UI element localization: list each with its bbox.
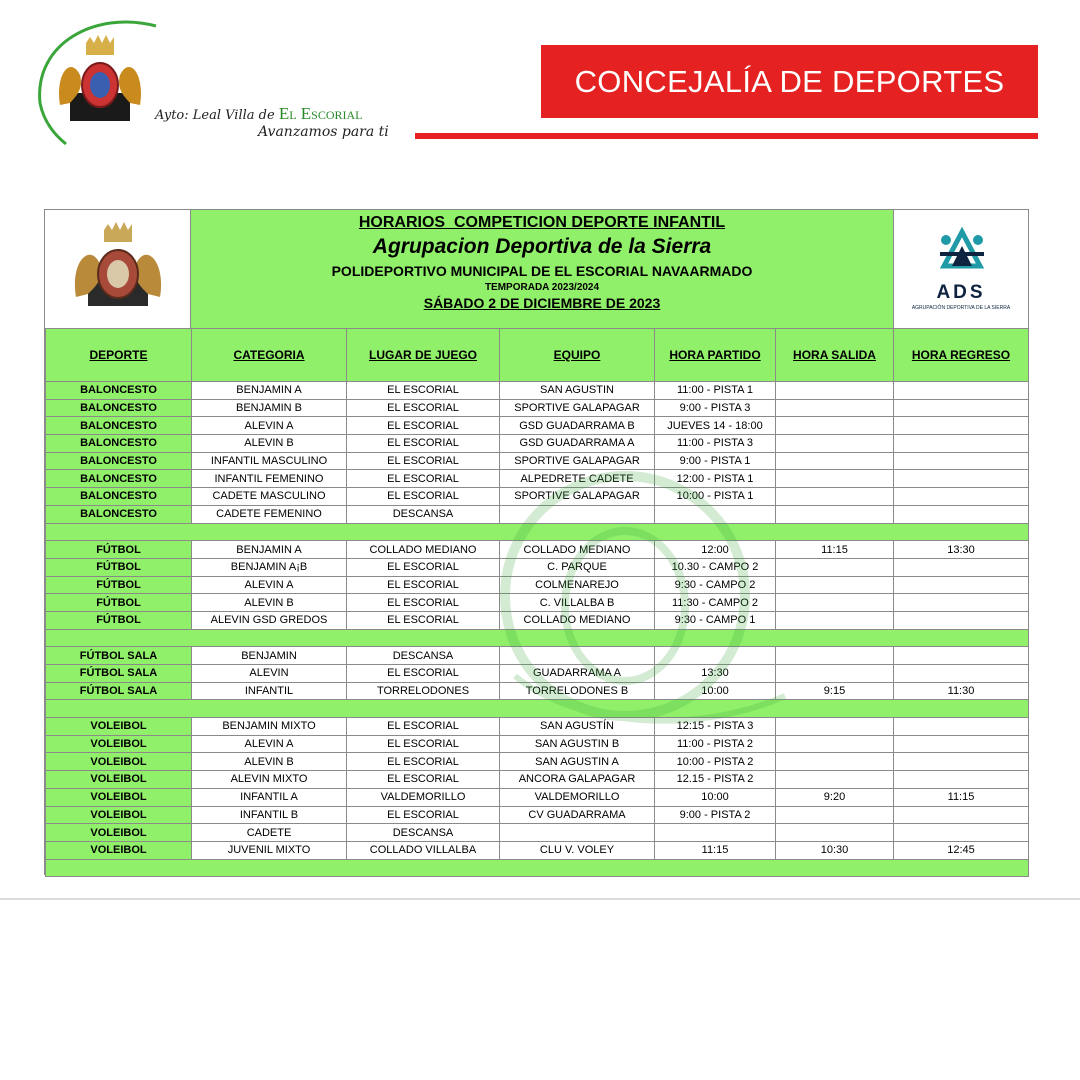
lugar-cell: EL ESCORIAL — [347, 558, 500, 576]
hora-salida-cell — [776, 718, 894, 736]
hora-partido-cell: 11:30 - CAMPO 2 — [655, 594, 776, 612]
column-header-categoria: CATEGORIA — [192, 329, 347, 382]
group-separator — [46, 523, 1029, 541]
deporte-cell: VOLEIBOL — [46, 788, 192, 806]
hora-regreso-cell — [894, 417, 1029, 435]
table-row — [46, 435, 1029, 453]
categoria-cell: ALEVIN A — [192, 735, 347, 753]
hora-partido-cell: 13:30 — [655, 665, 776, 683]
deporte-cell: VOLEIBOL — [46, 753, 192, 771]
table-row — [46, 541, 1029, 559]
lugar-cell: EL ESCORIAL — [347, 435, 500, 453]
hora-salida-cell — [776, 382, 894, 400]
categoria-cell: ALEVIN A — [192, 417, 347, 435]
table-row — [46, 382, 1029, 400]
lugar-cell: EL ESCORIAL — [347, 470, 500, 488]
categoria-cell: ALEVIN MIXTO — [192, 771, 347, 789]
table-row — [46, 753, 1029, 771]
department-banner: CONCEJALÍA DE DEPORTES — [541, 45, 1038, 118]
hora-regreso-cell — [894, 470, 1029, 488]
table-row — [46, 470, 1029, 488]
tagline: Avanzamos para ti — [258, 124, 389, 140]
deporte-cell: VOLEIBOL — [46, 824, 192, 842]
hora-partido-cell: 11:00 - PISTA 1 — [655, 382, 776, 400]
hora-partido-cell: 11:00 - PISTA 2 — [655, 735, 776, 753]
hora-salida-cell: 9:20 — [776, 788, 894, 806]
deporte-cell: FÚTBOL SALA — [46, 647, 192, 665]
hora-salida-cell — [776, 611, 894, 629]
deporte-cell: VOLEIBOL — [46, 735, 192, 753]
deporte-cell: FÚTBOL SALA — [46, 665, 192, 683]
hora-partido-cell: 9:00 - PISTA 3 — [655, 399, 776, 417]
deporte-cell: VOLEIBOL — [46, 841, 192, 859]
equipo-cell: GSD GUADARRAMA A — [500, 435, 655, 453]
hora-partido-cell — [655, 647, 776, 665]
hora-partido-cell: 12:00 - PISTA 1 — [655, 470, 776, 488]
lugar-cell: EL ESCORIAL — [347, 735, 500, 753]
hora-salida-cell — [776, 505, 894, 523]
ads-logo-text: ADS — [936, 282, 986, 303]
categoria-cell: ALEVIN B — [192, 594, 347, 612]
hora-salida-cell — [776, 399, 894, 417]
table-row — [46, 841, 1029, 859]
table-row — [46, 399, 1029, 417]
categoria-cell: INFANTIL FEMENINO — [192, 470, 347, 488]
categoria-cell: ALEVIN B — [192, 435, 347, 453]
categoria-cell: CADETE FEMENINO — [192, 505, 347, 523]
deporte-cell: BALONCESTO — [46, 382, 192, 400]
deporte-cell: BALONCESTO — [46, 505, 192, 523]
categoria-cell: BENJAMIN A — [192, 541, 347, 559]
equipo-cell — [500, 647, 655, 665]
hora-partido-cell — [655, 824, 776, 842]
hora-salida-cell — [776, 470, 894, 488]
hora-regreso-cell — [894, 505, 1029, 523]
hora-regreso-cell — [894, 665, 1029, 683]
deporte-cell: FÚTBOL — [46, 541, 192, 559]
equipo-cell: C. PARQUE — [500, 558, 655, 576]
hora-partido-cell: 10.30 - CAMPO 2 — [655, 558, 776, 576]
equipo-cell: SPORTIVE GALAPAGAR — [500, 452, 655, 470]
lugar-cell: EL ESCORIAL — [347, 399, 500, 417]
hora-regreso-cell — [894, 718, 1029, 736]
hora-regreso-cell — [894, 735, 1029, 753]
hora-regreso-cell — [894, 647, 1029, 665]
table-header-row — [46, 329, 1029, 382]
schedule-body — [46, 382, 1029, 877]
categoria-cell: INFANTIL — [192, 682, 347, 700]
lugar-cell: EL ESCORIAL — [347, 611, 500, 629]
categoria-cell: BENJAMIN A¡B — [192, 558, 347, 576]
hora-salida-cell: 10:30 — [776, 841, 894, 859]
deporte-cell: BALONCESTO — [46, 435, 192, 453]
deporte-cell: BALONCESTO — [46, 399, 192, 417]
hora-salida-cell — [776, 771, 894, 789]
equipo-cell: SAN AGUSTÍN — [500, 718, 655, 736]
column-header-equipo: EQUIPO — [500, 329, 655, 382]
hora-regreso-cell — [894, 558, 1029, 576]
sheet-crest — [45, 210, 191, 328]
hora-regreso-cell — [894, 806, 1029, 824]
column-header-lugar: LUGAR DE JUEGO — [347, 329, 500, 382]
group-separator — [46, 700, 1029, 718]
deporte-cell: BALONCESTO — [46, 452, 192, 470]
hora-salida-cell: 9:15 — [776, 682, 894, 700]
equipo-cell: COLLADO MEDIANO — [500, 541, 655, 559]
deporte-cell: FÚTBOL SALA — [46, 682, 192, 700]
hora-regreso-cell: 11:15 — [894, 788, 1029, 806]
table-row — [46, 488, 1029, 506]
categoria-cell: CADETE — [192, 824, 347, 842]
hora-partido-cell: JUEVES 14 - 18:00 — [655, 417, 776, 435]
table-row — [46, 824, 1029, 842]
table-row — [46, 594, 1029, 612]
lugar-cell: EL ESCORIAL — [347, 753, 500, 771]
hora-partido-cell — [655, 505, 776, 523]
equipo-cell: COLMENAREJO — [500, 576, 655, 594]
lugar-cell: COLLADO VILLALBA — [347, 841, 500, 859]
lugar-cell: COLLADO MEDIANO — [347, 541, 500, 559]
group-separator-row — [46, 629, 1029, 647]
table-row — [46, 576, 1029, 594]
hora-regreso-cell: 12:45 — [894, 841, 1029, 859]
equipo-cell: SPORTIVE GALAPAGAR — [500, 399, 655, 417]
lugar-cell: EL ESCORIAL — [347, 488, 500, 506]
hora-regreso-cell — [894, 576, 1029, 594]
column-header-hora-regreso: HORA REGRESO — [894, 329, 1029, 382]
table-row — [46, 647, 1029, 665]
deporte-cell: BALONCESTO — [46, 470, 192, 488]
categoria-cell: ALEVIN A — [192, 576, 347, 594]
table-row — [46, 558, 1029, 576]
hora-regreso-cell — [894, 824, 1029, 842]
sheet-title-block — [191, 210, 893, 328]
hora-partido-cell: 11:15 — [655, 841, 776, 859]
hora-salida-cell — [776, 806, 894, 824]
deporte-cell: FÚTBOL — [46, 576, 192, 594]
hora-salida-cell — [776, 488, 894, 506]
table-row — [46, 611, 1029, 629]
lugar-cell: DESCANSA — [347, 824, 500, 842]
equipo-cell: GUADARRAMA A — [500, 665, 655, 683]
ads-logo-subtext: AGRUPACIÓN DEPORTIVA DE LA SIERRA — [911, 305, 1011, 311]
hora-regreso-cell — [894, 611, 1029, 629]
hora-salida-cell — [776, 576, 894, 594]
group-separator — [46, 629, 1029, 647]
table-row — [46, 718, 1029, 736]
ayto-label — [155, 104, 363, 124]
hora-regreso-cell: 13:30 — [894, 541, 1029, 559]
lugar-cell: EL ESCORIAL — [347, 806, 500, 824]
match-date: SÁBADO 2 DE DICIEMBRE DE 2023 — [423, 295, 661, 311]
lugar-cell: EL ESCORIAL — [347, 718, 500, 736]
table-row — [46, 788, 1029, 806]
hora-regreso-cell — [894, 488, 1029, 506]
deporte-cell: BALONCESTO — [46, 417, 192, 435]
header-divider — [415, 133, 1038, 139]
hora-regreso-cell — [894, 753, 1029, 771]
lugar-cell: EL ESCORIAL — [347, 382, 500, 400]
deporte-cell: VOLEIBOL — [46, 806, 192, 824]
equipo-cell — [500, 824, 655, 842]
hora-salida-cell — [776, 417, 894, 435]
equipo-cell: ANCORA GALAPAGAR — [500, 771, 655, 789]
table-row — [46, 806, 1029, 824]
hora-partido-cell: 10:00 - PISTA 1 — [655, 488, 776, 506]
equipo-cell: CV GUADARRAMA — [500, 806, 655, 824]
hora-salida-cell — [776, 665, 894, 683]
categoria-cell: ALEVIN — [192, 665, 347, 683]
hora-partido-cell: 9:00 - PISTA 1 — [655, 452, 776, 470]
lugar-cell: TORRELODONES — [347, 682, 500, 700]
hora-partido-cell: 10:00 — [655, 682, 776, 700]
deporte-cell: BALONCESTO — [46, 488, 192, 506]
equipo-cell — [500, 505, 655, 523]
categoria-cell: BENJAMIN — [192, 647, 347, 665]
equipo-cell: TORRELODONES B — [500, 682, 655, 700]
group-separator — [46, 859, 1029, 877]
categoria-cell: ALEVIN GSD GREDOS — [192, 611, 347, 629]
hora-partido-cell: 12:15 - PISTA 3 — [655, 718, 776, 736]
footer-divider — [0, 898, 1080, 900]
lugar-cell: VALDEMORILLO — [347, 788, 500, 806]
equipo-cell: VALDEMORILLO — [500, 788, 655, 806]
column-header-hora-partido: HORA PARTIDO — [655, 329, 776, 382]
equipo-cell: SPORTIVE GALAPAGAR — [500, 488, 655, 506]
crest-icon — [45, 210, 191, 328]
table-row — [46, 735, 1029, 753]
categoria-cell: BENJAMIN B — [192, 399, 347, 417]
categoria-cell: CADETE MASCULINO — [192, 488, 347, 506]
hora-salida-cell — [776, 594, 894, 612]
table-row — [46, 505, 1029, 523]
equipo-cell: COLLADO MEDIANO — [500, 611, 655, 629]
hora-salida-cell — [776, 435, 894, 453]
lugar-cell: EL ESCORIAL — [347, 452, 500, 470]
categoria-cell: INFANTIL A — [192, 788, 347, 806]
table-row — [46, 452, 1029, 470]
lugar-cell: EL ESCORIAL — [347, 417, 500, 435]
schedule-sheet — [44, 209, 1029, 875]
hora-regreso-cell — [894, 382, 1029, 400]
hora-regreso-cell: 11:30 — [894, 682, 1029, 700]
ayto-town: El Escorial — [278, 104, 363, 123]
hora-regreso-cell — [894, 594, 1029, 612]
deporte-cell: FÚTBOL — [46, 594, 192, 612]
categoria-cell: JUVENIL MIXTO — [192, 841, 347, 859]
hora-partido-cell: 9:30 - CAMPO 1 — [655, 611, 776, 629]
hora-regreso-cell — [894, 399, 1029, 417]
hora-salida-cell — [776, 647, 894, 665]
categoria-cell: ALEVIN B — [192, 753, 347, 771]
hora-partido-cell: 10:00 — [655, 788, 776, 806]
deporte-cell: VOLEIBOL — [46, 718, 192, 736]
lugar-cell: EL ESCORIAL — [347, 594, 500, 612]
hora-regreso-cell — [894, 452, 1029, 470]
lugar-cell: EL ESCORIAL — [347, 771, 500, 789]
lugar-cell: EL ESCORIAL — [347, 665, 500, 683]
hora-partido-cell: 11:00 - PISTA 3 — [655, 435, 776, 453]
group-separator-row — [46, 859, 1029, 877]
hora-partido-cell: 10:00 - PISTA 2 — [655, 753, 776, 771]
group-separator-row — [46, 523, 1029, 541]
categoria-cell: BENJAMIN A — [192, 382, 347, 400]
table-row — [46, 665, 1029, 683]
lugar-cell: EL ESCORIAL — [347, 576, 500, 594]
hora-partido-cell: 9:00 - PISTA 2 — [655, 806, 776, 824]
equipo-cell: GSD GUADARRAMA B — [500, 417, 655, 435]
equipo-cell: SAN AGUSTIN A — [500, 753, 655, 771]
deporte-cell: FÚTBOL — [46, 558, 192, 576]
categoria-cell: INFANTIL MASCULINO — [192, 452, 347, 470]
hora-regreso-cell — [894, 435, 1029, 453]
table-row — [46, 682, 1029, 700]
lugar-cell: DESCANSA — [347, 647, 500, 665]
hora-partido-cell: 12:00 — [655, 541, 776, 559]
hora-partido-cell: 9:30 - CAMPO 2 — [655, 576, 776, 594]
hora-salida-cell — [776, 753, 894, 771]
deporte-cell: FÚTBOL — [46, 611, 192, 629]
hora-salida-cell — [776, 824, 894, 842]
crest-icon — [50, 35, 150, 130]
hora-salida-cell — [776, 558, 894, 576]
club-name: Agrupacion Deportiva de la Sierra — [372, 235, 712, 258]
column-header-hora-salida: HORA SALIDA — [776, 329, 894, 382]
ads-logo — [893, 210, 1028, 328]
equipo-cell: SAN AGUSTIN — [500, 382, 655, 400]
season-label: TEMPORADA 2023/2024 — [484, 282, 600, 293]
categoria-cell: BENJAMIN MIXTO — [192, 718, 347, 736]
deporte-cell: VOLEIBOL — [46, 771, 192, 789]
ayto-prefix: Ayto: Leal Villa de — [155, 108, 275, 123]
categoria-cell: INFANTIL B — [192, 806, 347, 824]
column-header-deporte: DEPORTE — [46, 329, 192, 382]
sheet-title: HORARIOS COMPETICION DEPORTE INFANTIL — [358, 214, 726, 231]
hora-salida-cell — [776, 735, 894, 753]
venue-name: POLIDEPORTIVO MUNICIPAL DE EL ESCORIAL NAVAARMADO — [331, 263, 753, 279]
equipo-cell: ALPEDRETE CADETE — [500, 470, 655, 488]
schedule-table — [45, 328, 1029, 877]
sheet-header — [45, 210, 1028, 328]
table-row — [46, 417, 1029, 435]
hora-partido-cell: 12.15 - PISTA 2 — [655, 771, 776, 789]
equipo-cell: C. VILLALBA B — [500, 594, 655, 612]
hora-salida-cell: 11:15 — [776, 541, 894, 559]
group-separator-row — [46, 700, 1029, 718]
equipo-cell: SAN AGUSTIN B — [500, 735, 655, 753]
equipo-cell: CLU V. VOLEY — [500, 841, 655, 859]
hora-salida-cell — [776, 452, 894, 470]
hora-regreso-cell — [894, 771, 1029, 789]
table-row — [46, 771, 1029, 789]
lugar-cell: DESCANSA — [347, 505, 500, 523]
